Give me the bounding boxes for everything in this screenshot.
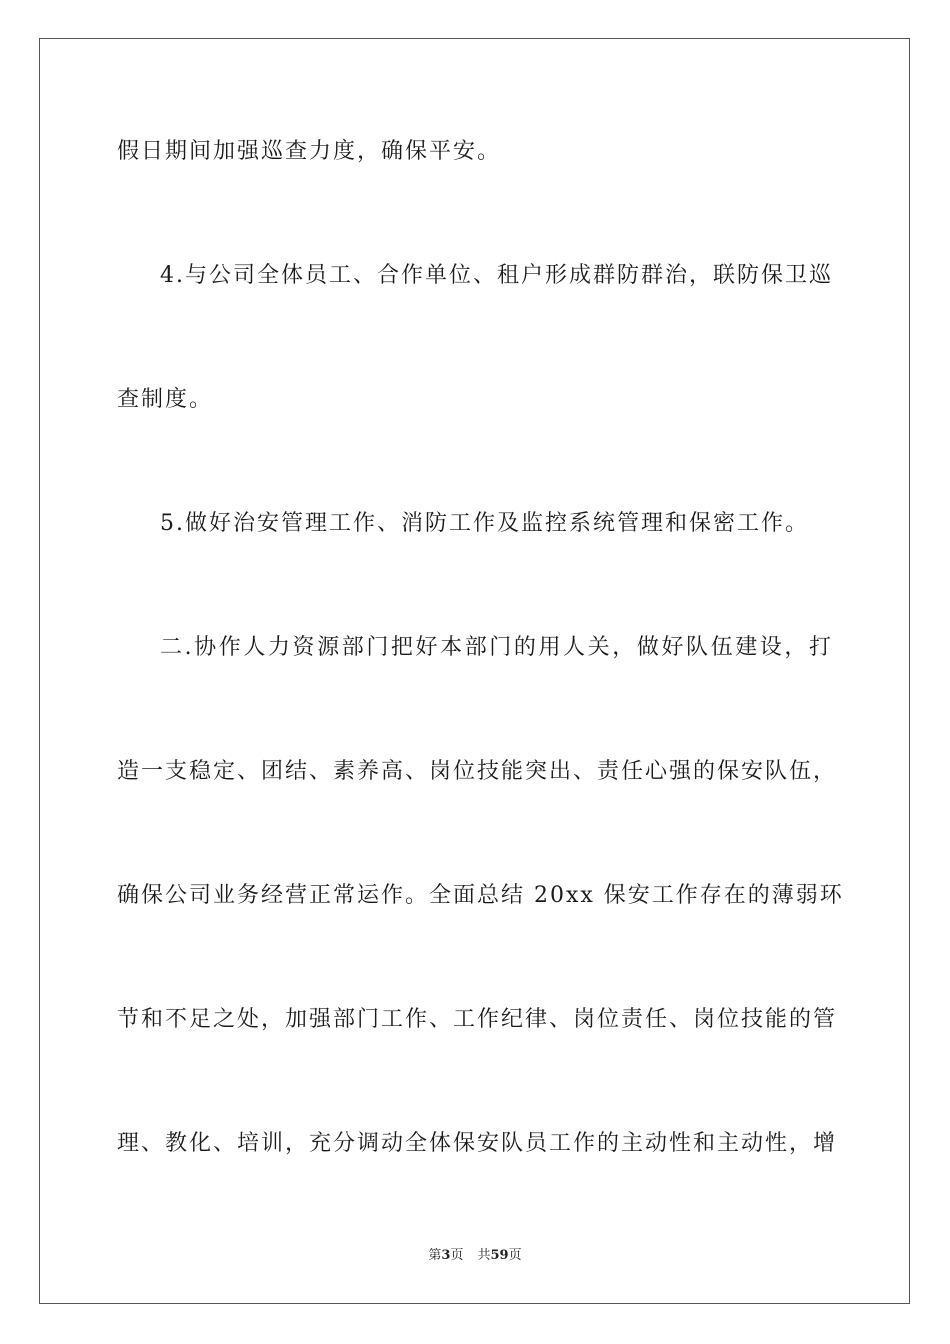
footer-page-number: 3 — [441, 1248, 451, 1263]
footer-total-prefix: 共 — [477, 1248, 491, 1263]
footer-total-suffix: 页 — [508, 1248, 522, 1263]
paragraph-line-2: 4.与公司全体员工、合作单位、租户形成群防群治，联防保卫巡 — [160, 263, 833, 288]
paragraph-line-3: 查制度。 — [117, 387, 214, 412]
paragraph-line-1: 假日期间加强巡查力度，确保平安。 — [117, 139, 502, 164]
footer-page-suffix: 页 — [450, 1248, 464, 1263]
paragraph-line-7: 确保公司业务经营正常运作。全面总结 20xx 保安工作存在的薄弱环 — [117, 883, 844, 908]
paragraph-line-6: 造一支稳定、团结、素养高、岗位技能突出、责任心强的保安队伍， — [117, 759, 838, 784]
paragraph-line-9: 理、教化、培训，充分调动全体保安队员工作的主动性和主动性，增 — [117, 1131, 838, 1156]
footer-total-pages: 59 — [490, 1248, 509, 1263]
page-border — [39, 38, 910, 1304]
footer-page-prefix: 第 — [428, 1248, 442, 1263]
paragraph-line-4: 5.做好治安管理工作、消防工作及监控系统管理和保密工作。 — [160, 511, 809, 536]
page-footer — [0, 1247, 950, 1265]
paragraph-line-5: 二.协作人力资源部门把好本部门的用人关，做好队伍建设，打 — [160, 635, 833, 660]
paragraph-line-8: 节和不足之处，加强部门工作、工作纪律、岗位责任、岗位技能的管 — [117, 1007, 838, 1032]
